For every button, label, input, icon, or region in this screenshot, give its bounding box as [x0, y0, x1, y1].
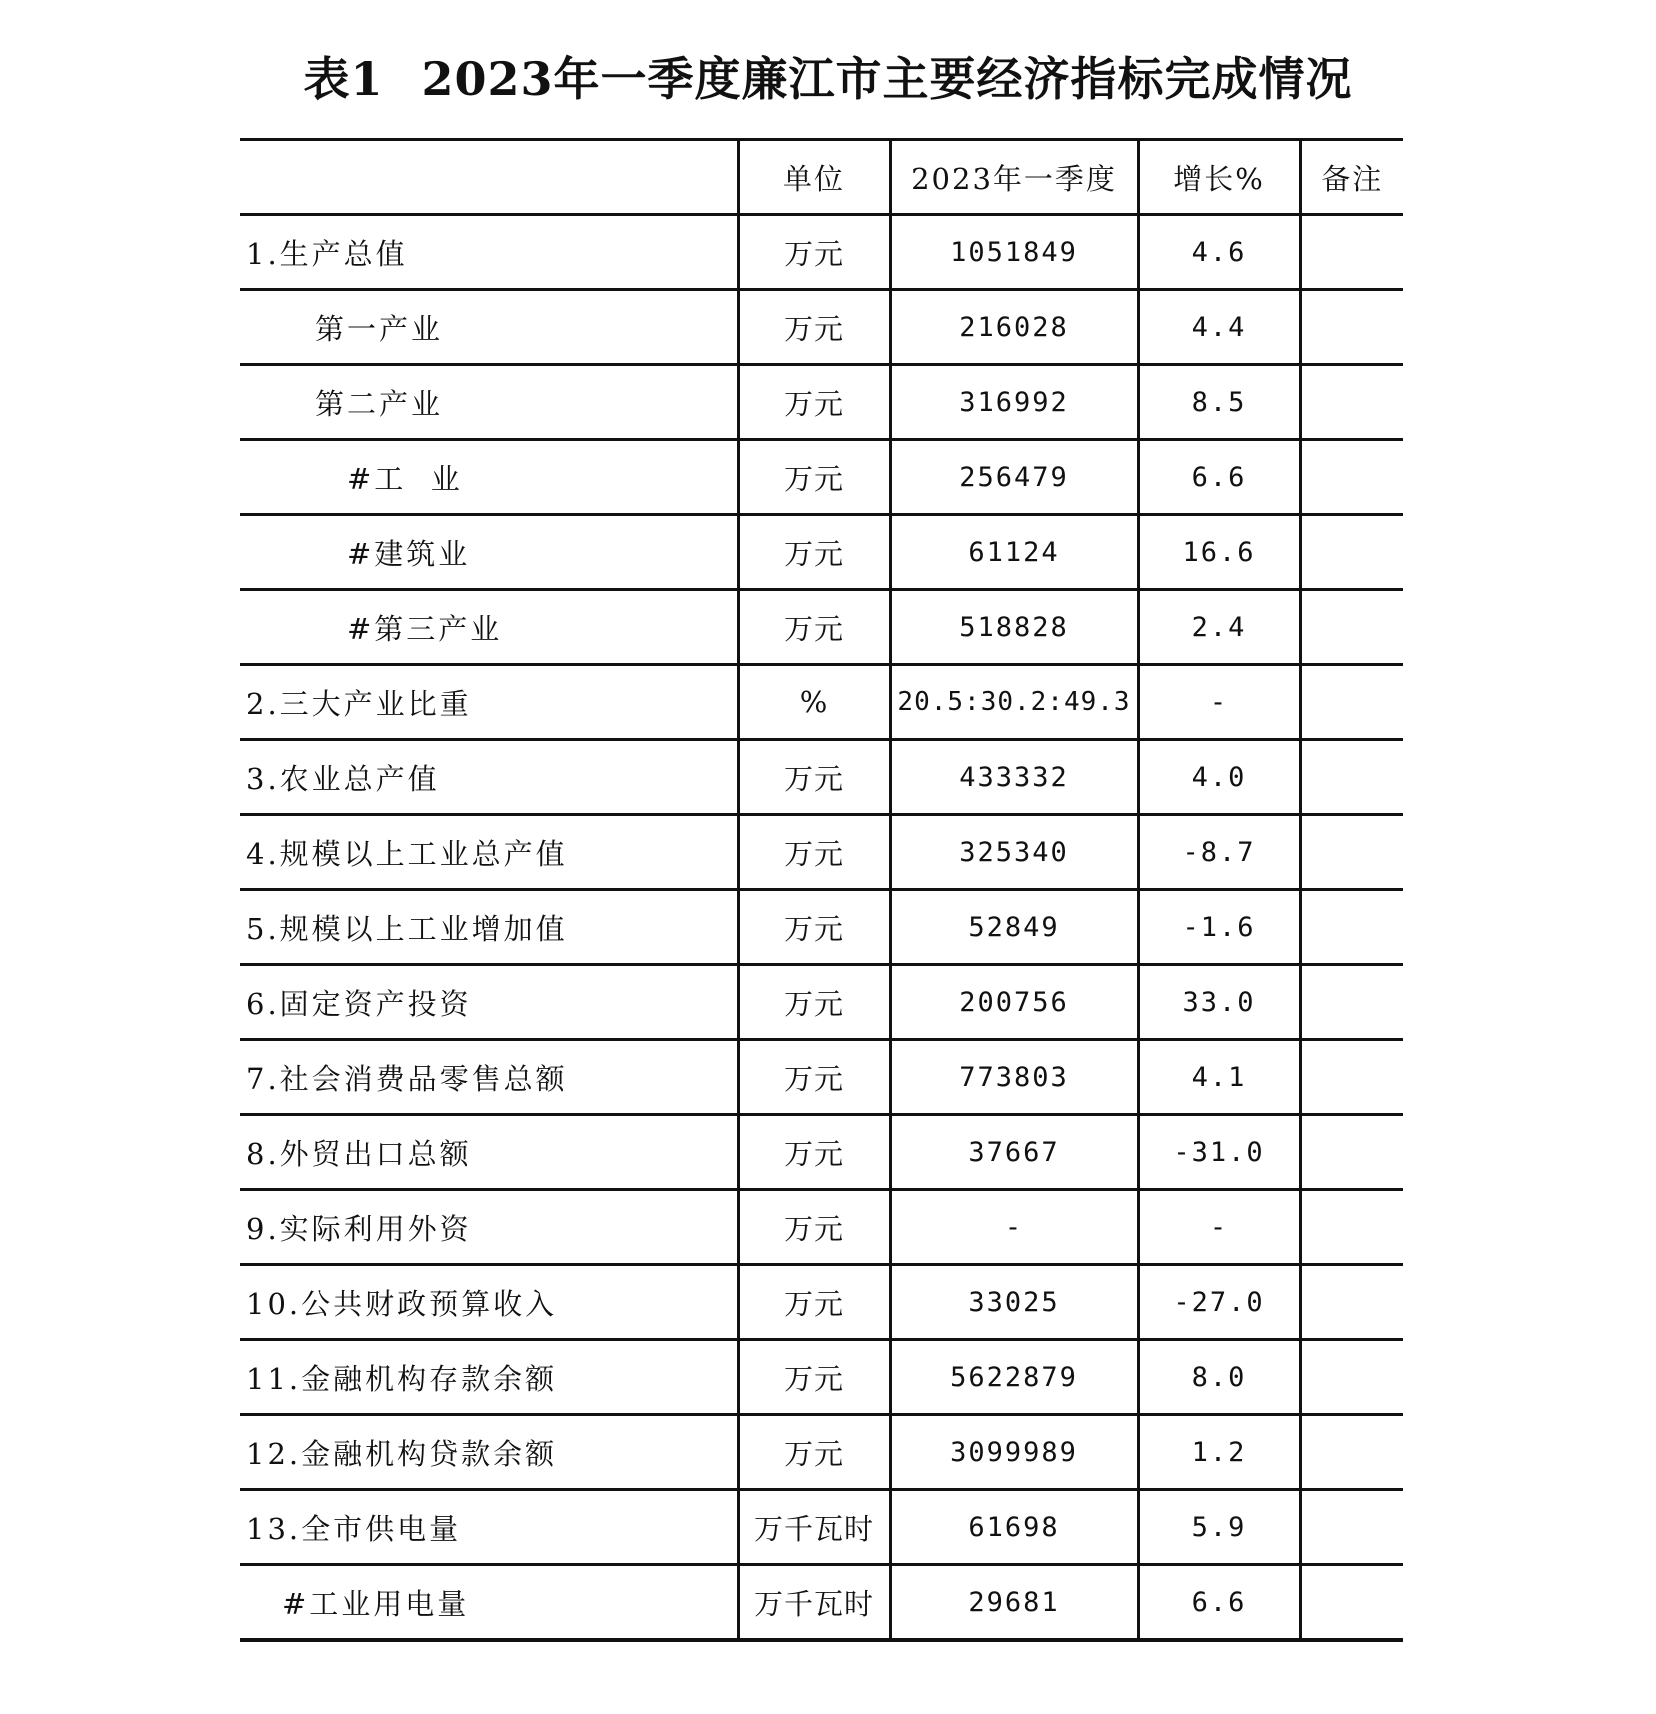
unit-cell: 万元: [738, 1040, 890, 1115]
growth-cell: -31.0: [1138, 1115, 1300, 1190]
indicator-table: [240, 141, 1403, 1638]
growth-cell: 33.0: [1138, 965, 1300, 1040]
indicator-name: #建筑业: [240, 515, 738, 590]
indicator-name: 7.社会消费品零售总额: [240, 1040, 738, 1115]
note-cell: [1300, 440, 1403, 515]
unit-cell: 万元: [738, 215, 890, 290]
growth-cell: -8.7: [1138, 815, 1300, 890]
table-row: [240, 365, 1403, 440]
indicator-name: 1.生产总值: [240, 215, 738, 290]
table-row: [240, 1265, 1403, 1340]
growth-cell: -: [1138, 665, 1300, 740]
unit-cell: %: [738, 665, 890, 740]
indicator-name: 5.规模以上工业增加值: [240, 890, 738, 965]
indicator-name: 4.规模以上工业总产值: [240, 815, 738, 890]
table-row: [240, 1115, 1403, 1190]
value-cell: 61698: [890, 1490, 1138, 1565]
value-cell: 200756: [890, 965, 1138, 1040]
note-cell: [1300, 740, 1403, 815]
unit-cell: 万元: [738, 515, 890, 590]
unit-cell: 万元: [738, 440, 890, 515]
indicator-name: 10.公共财政预算收入: [240, 1265, 738, 1340]
note-cell: [1300, 1115, 1403, 1190]
growth-cell: 8.0: [1138, 1340, 1300, 1415]
indicator-name: 13.全市供电量: [240, 1490, 738, 1565]
indicator-name: #工业用电量: [282, 1586, 470, 1621]
growth-cell: 4.4: [1138, 290, 1300, 365]
value-cell: 433332: [890, 740, 1138, 815]
table-row: [240, 1040, 1403, 1115]
table-row: [240, 1565, 1403, 1639]
note-cell: [1300, 515, 1403, 590]
unit-cell: 万元: [738, 1190, 890, 1265]
indicator-name: 9.实际利用外资: [240, 1190, 738, 1265]
table-row: [240, 965, 1403, 1040]
value-cell: 325340: [890, 815, 1138, 890]
value-cell: 52849: [890, 890, 1138, 965]
growth-cell: 6.6: [1138, 440, 1300, 515]
note-cell: [1300, 590, 1403, 665]
table-title: 2023年一季度廉江市主要经济指标完成情况: [421, 52, 1353, 106]
growth-cell: 4.6: [1138, 215, 1300, 290]
unit-cell: 万元: [738, 815, 890, 890]
value-cell: 3099989: [890, 1415, 1138, 1490]
value-cell: 316992: [890, 365, 1138, 440]
unit-cell: 万元: [738, 1115, 890, 1190]
note-cell: [1300, 1265, 1403, 1340]
table-row: [240, 515, 1403, 590]
header-indicator: [240, 141, 738, 215]
indicator-name: 第二产业: [240, 365, 738, 440]
value-cell: 37667: [890, 1115, 1138, 1190]
unit-cell: 万元: [738, 1415, 890, 1490]
indicator-name: #第三产业: [240, 590, 738, 665]
indicator-name: 6.固定资产投资: [240, 965, 738, 1040]
indicator-table-container: [240, 138, 1403, 1642]
value-cell: 20.5:30.2:49.3: [890, 665, 1138, 740]
indicator-name: 12.金融机构贷款余额: [240, 1415, 738, 1490]
growth-cell: 8.5: [1138, 365, 1300, 440]
note-cell: [1300, 215, 1403, 290]
value-cell: 29681: [890, 1565, 1138, 1639]
note-cell: [1300, 1490, 1403, 1565]
table-row: [240, 215, 1403, 290]
growth-cell: 5.9: [1138, 1490, 1300, 1565]
indicator-name: 2.三大产业比重: [240, 665, 738, 740]
page-title: [0, 44, 1656, 114]
indicator-name: #工 业: [240, 440, 738, 515]
value-cell: 216028: [890, 290, 1138, 365]
growth-cell: -27.0: [1138, 1265, 1300, 1340]
note-cell: [1300, 1565, 1403, 1639]
note-cell: [1300, 965, 1403, 1040]
unit-cell: 万千瓦时: [738, 1565, 890, 1639]
table-row: [240, 1340, 1403, 1415]
table-row: [240, 590, 1403, 665]
note-cell: [1300, 1040, 1403, 1115]
growth-cell: 2.4: [1138, 590, 1300, 665]
indicator-name: 3.农业总产值: [240, 740, 738, 815]
note-cell: [1300, 890, 1403, 965]
table-number: 表1: [303, 52, 384, 106]
header-unit: 单位: [738, 141, 890, 215]
growth-cell: -: [1138, 1190, 1300, 1265]
table-row: [240, 740, 1403, 815]
unit-cell: 万元: [738, 1265, 890, 1340]
growth-cell: -1.6: [1138, 890, 1300, 965]
table-row: [240, 890, 1403, 965]
unit-cell: 万元: [738, 965, 890, 1040]
table-row: [240, 665, 1403, 740]
note-cell: [1300, 665, 1403, 740]
note-cell: [1300, 1340, 1403, 1415]
growth-cell: 4.0: [1138, 740, 1300, 815]
note-cell: [1300, 290, 1403, 365]
header-note: 备注: [1300, 141, 1403, 215]
unit-cell: 万元: [738, 1340, 890, 1415]
unit-cell: 万元: [738, 740, 890, 815]
value-cell: 1051849: [890, 215, 1138, 290]
note-cell: [1300, 1415, 1403, 1490]
growth-cell: 16.6: [1138, 515, 1300, 590]
table-header-row: [240, 141, 1403, 215]
table-row: [240, 815, 1403, 890]
table-row: [240, 440, 1403, 515]
growth-cell: 4.1: [1138, 1040, 1300, 1115]
value-cell: 256479: [890, 440, 1138, 515]
header-value: 2023年一季度: [890, 141, 1138, 215]
growth-cell: 1.2: [1138, 1415, 1300, 1490]
value-cell: 773803: [890, 1040, 1138, 1115]
growth-cell: 6.6: [1138, 1565, 1300, 1639]
unit-cell: 万元: [738, 590, 890, 665]
value-cell: 518828: [890, 590, 1138, 665]
indicator-name: 8.外贸出口总额: [240, 1115, 738, 1190]
unit-cell: 万元: [738, 365, 890, 440]
value-cell: 61124: [890, 515, 1138, 590]
unit-cell: 万元: [738, 890, 890, 965]
indicator-name: 11.金融机构存款余额: [240, 1340, 738, 1415]
value-cell: 33025: [890, 1265, 1138, 1340]
unit-cell: 万千瓦时: [738, 1490, 890, 1565]
table-row: [240, 1490, 1403, 1565]
table-row: [240, 290, 1403, 365]
indicator-name: 第一产业: [240, 290, 738, 365]
header-growth: 增长%: [1138, 141, 1300, 215]
table-row: [240, 1190, 1403, 1265]
unit-cell: 万元: [738, 290, 890, 365]
note-cell: [1300, 1190, 1403, 1265]
note-cell: [1300, 815, 1403, 890]
value-cell: -: [890, 1190, 1138, 1265]
table-row: [240, 1415, 1403, 1490]
value-cell: 5622879: [890, 1340, 1138, 1415]
note-cell: [1300, 365, 1403, 440]
